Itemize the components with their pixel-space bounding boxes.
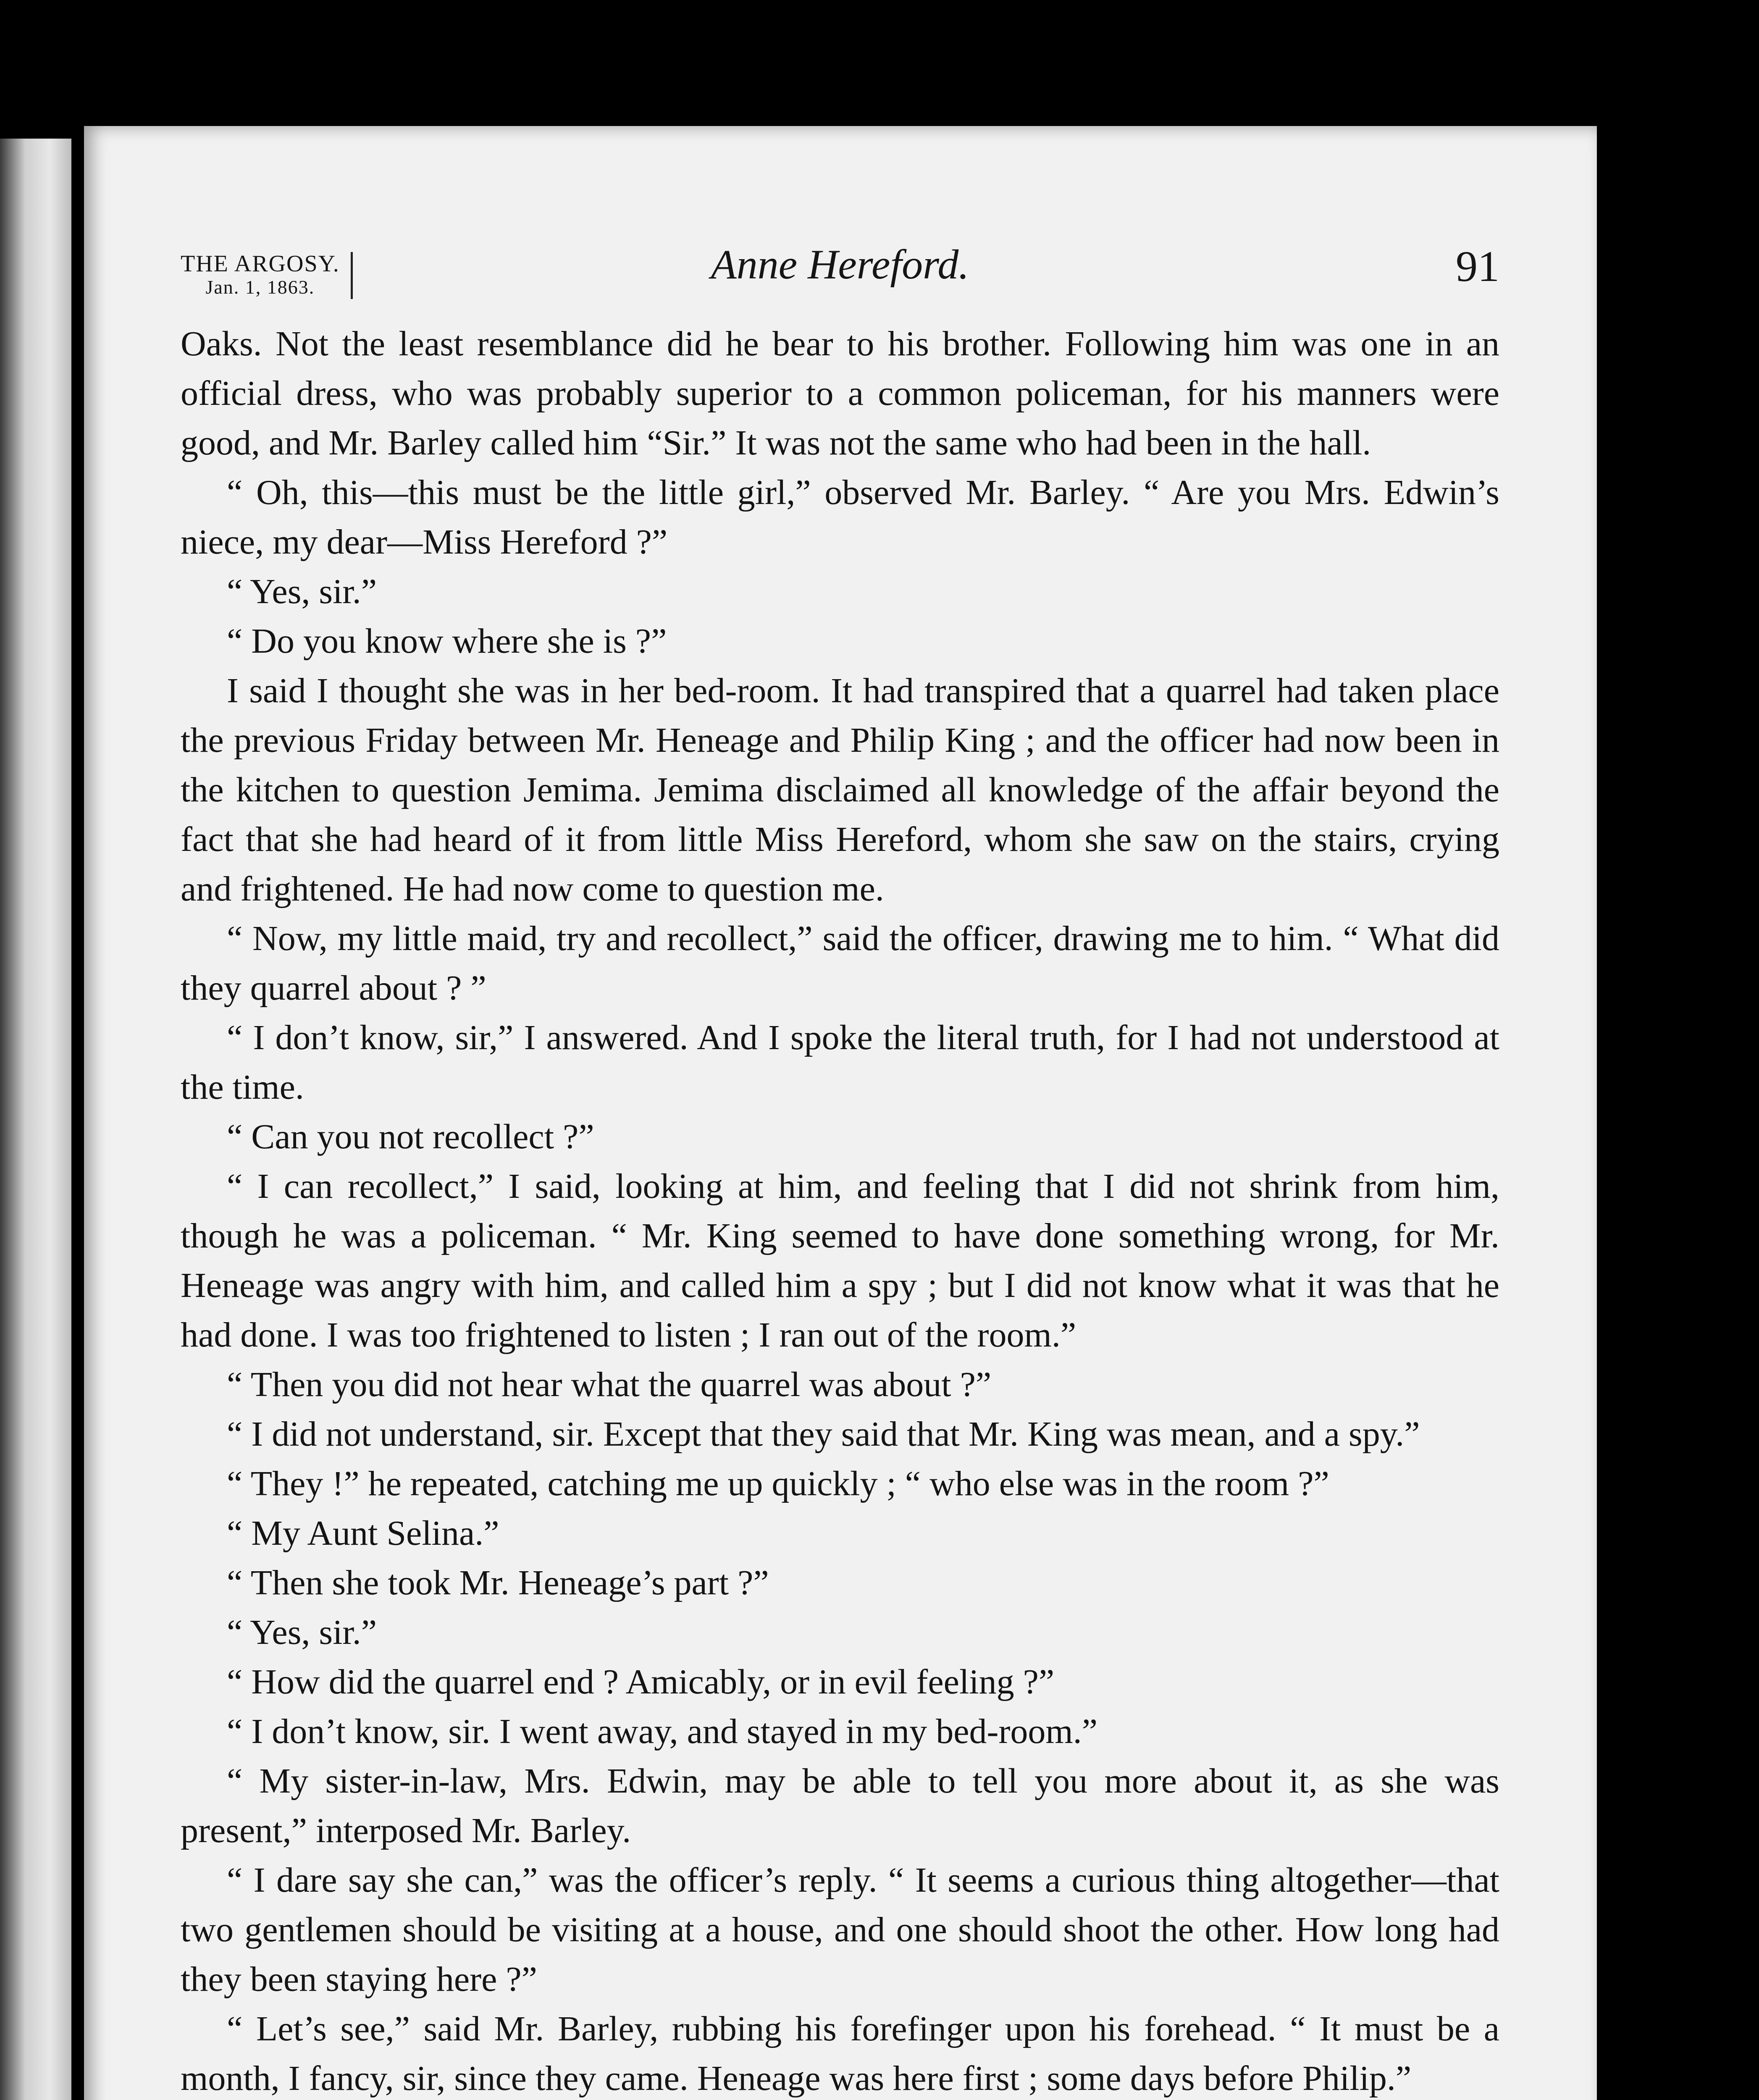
running-head xyxy=(181,239,1499,319)
paragraph: “ Oh, this—this must be the little girl,” observed Mr. Barley. “ Are you Mrs. Edwin’s niece, my dear—Miss Hereford ?” xyxy=(181,473,1499,562)
journal-name: THE ARGOSY. xyxy=(181,251,340,277)
paragraph: “ Now, my little maid, try and recollect,” said the officer, drawing me to him. “ What did they quarrel about ? ” xyxy=(181,919,1499,1008)
paragraph: “ Let’s see,” said Mr. Barley, rubbing his forefinger upon his forehead. “ It must be a month, I fancy, sir, since they came. Heneage was here first ; some days before Philip.” xyxy=(181,2009,1499,2098)
paragraph: “ My sister-in-law, Mrs. Edwin, may be able to tell you more about it, as she was present,” interposed Mr. Barley. xyxy=(181,1761,1499,1850)
paragraph: I said I thought she was in her bed-room. It had transpired that a quarrel had taken place the previous Friday between Mr. Heneage and Philip King ; and the officer had now been in the kitchen to question Jemima. Jemima disclaimed all knowledge of the affair beyond the fact that she had heard of it from little Miss Hereford, whom she saw on the stairs, crying and frightened. He had now come to question me. xyxy=(181,671,1499,908)
paragraph: Oaks. Not the least resemblance did he bear to his brother. Following him was one in an official dress, who was probably superior to a common policeman, for his manners were good, and Mr. Barley called him “Sir.” It was not the same who had been in the hall. xyxy=(181,324,1499,462)
paragraph: “ How did the quarrel end ? Amicably, or in evil feeling ?” xyxy=(227,1662,1055,1701)
paragraph: “ I dare say she can,” was the officer’s reply. “ It seems a curious thing altogether—that two gentlemen should be visiting at a house, and one should shoot the other. How long had they been staying here ?” xyxy=(181,1861,1499,1999)
paragraph: “ I don’t know, sir. I went away, and stayed in my bed-room.” xyxy=(227,1712,1098,1751)
paragraph: “ Can you not recollect ?” xyxy=(227,1117,594,1156)
paragraph: “ Then she took Mr. Heneage’s part ?” xyxy=(227,1563,769,1602)
page-content xyxy=(181,239,1499,2100)
paragraph: “ They !” he repeated, catching me up quickly ; “ who else was in the room ?” xyxy=(227,1464,1329,1503)
paragraph: “ Yes, sir.” xyxy=(227,1613,377,1652)
paragraph: “ Yes, sir.” xyxy=(227,572,377,611)
paragraph: “ Do you know where she is ?” xyxy=(227,622,667,661)
body-text xyxy=(181,319,1499,2100)
page-title: Anne Hereford. xyxy=(711,241,969,288)
facing-page-edge xyxy=(0,139,71,2100)
journal-date: Jan. 1, 1863. xyxy=(205,276,315,298)
paragraph: “ I did not understand, sir. Except that they said that Mr. King was mean, and a spy.” xyxy=(227,1415,1420,1454)
paragraph: “ My Aunt Selina.” xyxy=(227,1514,499,1553)
paragraph: “ I can recollect,” I said, looking at him, and feeling that I did not shrink from him, though he was a policeman. “ Mr. King seemed to have done something wrong, for Mr. Heneage was angry with him, and called him a spy ; but I did not know what it was that he had done. I was too frightened to listen ; I ran out of the room.” xyxy=(181,1167,1499,1354)
paragraph: “ Then you did not hear what the quarrel was about ?” xyxy=(227,1365,992,1404)
paragraph: “ I don’t know, sir,” I answered. And I spoke the literal truth, for I had not understood at the time. xyxy=(181,1018,1499,1107)
book-page xyxy=(84,126,1597,2100)
page-number: 91 xyxy=(1456,242,1499,291)
